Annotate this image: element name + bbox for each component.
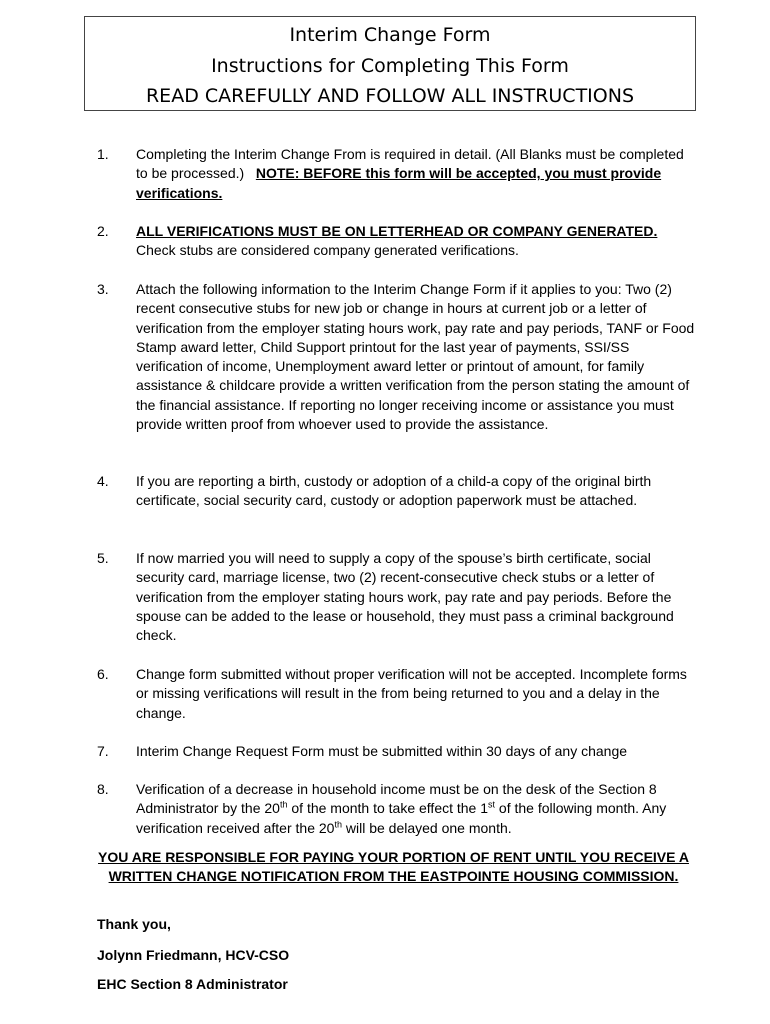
item-number: 3. <box>97 281 109 297</box>
item-8-part-3: of the following month. Any verification received after the 20 <box>136 800 667 836</box>
item-text <box>136 222 697 261</box>
item-5-text: If now married you will need to supply a copy of the spouse’s birth certificate, social security card, marriage license, two (2) recent-consecutive check stubs or a letter of verification from the employer stating hours work, pay rate and pay periods. Before the spouse can be added to the lease or household, they must pass a criminal background check. <box>136 550 674 644</box>
instruction-item-5 <box>97 549 697 645</box>
rent-responsibility-notice: YOU ARE RESPONSIBLE FOR PAYING YOUR PORTION OF RENT UNTIL YOU RECEIVE A WRITTEN CHANGE NOTIFICATION FROM THE EASTPOINTE HOUSING COMMISSION. <box>98 849 689 885</box>
instruction-item-4 <box>97 472 697 511</box>
item-8-text <box>136 780 697 838</box>
instruction-item-3 <box>97 280 697 434</box>
item-1-text: Completing the Interim Change From is required in detail. (All Blanks must be completed to be processed.) <box>136 146 684 182</box>
item-8-part-1: Verification of a decrease in household income must be on the desk of the Section 8 Administrator by the 20 <box>136 781 657 817</box>
form-title: Interim Change Form <box>289 24 491 46</box>
instruction-item-6 <box>97 665 697 723</box>
item-6-text: Change form submitted without proper verification will not be accepted. Incomplete forms or missing verifications will result in the from being returned to you and a delay in the change. <box>136 666 687 721</box>
item-number: 4. <box>97 473 109 489</box>
closing-thanks: Thank you, <box>97 916 171 932</box>
instruction-item-7 <box>97 742 697 761</box>
item-8-part-4: will be delayed one month. <box>341 819 512 836</box>
item-number: 8. <box>97 781 109 797</box>
signatory-title: EHC Section 8 Administrator <box>97 976 288 992</box>
instruction-item-2 <box>97 222 697 261</box>
item-4-text: If you are reporting a birth, custody or adoption of a child-a copy of the original birth certificate, social security card, custody or adoption paperwork must be attached. <box>136 473 652 509</box>
item-3-text: Attach the following information to the Interim Change Form if it applies to you: Two (2) recent consecutive stubs for new job or change in hours at current job or a letter of verification from the employer stating hours work, pay rate and pay periods, TANF or Food Stamp award letter, Child Support printout for the last year of payments, SSI/SS verification of income, Unemployment award letter or printout of amount, for family assistance & childcare provide a written verification from the person stating the amount of the financial assistance. If reporting no longer receiving income or assistance you must provide written proof from whoever used to provide the assistance. <box>136 281 695 433</box>
item-number: 5. <box>97 550 109 566</box>
item-1-note: NOTE: BEFORE this form will be accepted, you must provide verifications. <box>136 165 662 201</box>
item-8-part-2: of the month to take effect the 1 <box>287 800 489 817</box>
item-2-lead: ALL VERIFICATIONS MUST BE ON LETTERHEAD OR COMPANY GENERATED. <box>136 223 658 239</box>
item-number: 7. <box>97 743 109 759</box>
instruction-item-1 <box>97 145 697 203</box>
signatory-name: Jolynn Friedmann, HCV-CSO <box>97 947 290 963</box>
item-number: 1. <box>97 146 109 162</box>
item-number: 6. <box>97 666 109 682</box>
form-subtitle: Instructions for Completing This Form <box>211 54 569 77</box>
item-7-text: Interim Change Request Form must be submitted within 30 days of any change <box>136 743 628 759</box>
ordinal-suffix: th <box>279 799 288 810</box>
instruction-item-8 <box>97 780 697 838</box>
form-title-box <box>84 16 696 111</box>
ordinal-suffix: th <box>334 818 342 829</box>
ordinal-suffix: st <box>488 799 496 810</box>
item-text <box>136 145 697 203</box>
item-number: 2. <box>97 223 109 239</box>
form-instruction-heading: READ CAREFULLY AND FOLLOW ALL INSTRUCTIONS <box>145 85 635 107</box>
item-2-text: Check stubs are considered company generated verifications. <box>136 242 519 259</box>
